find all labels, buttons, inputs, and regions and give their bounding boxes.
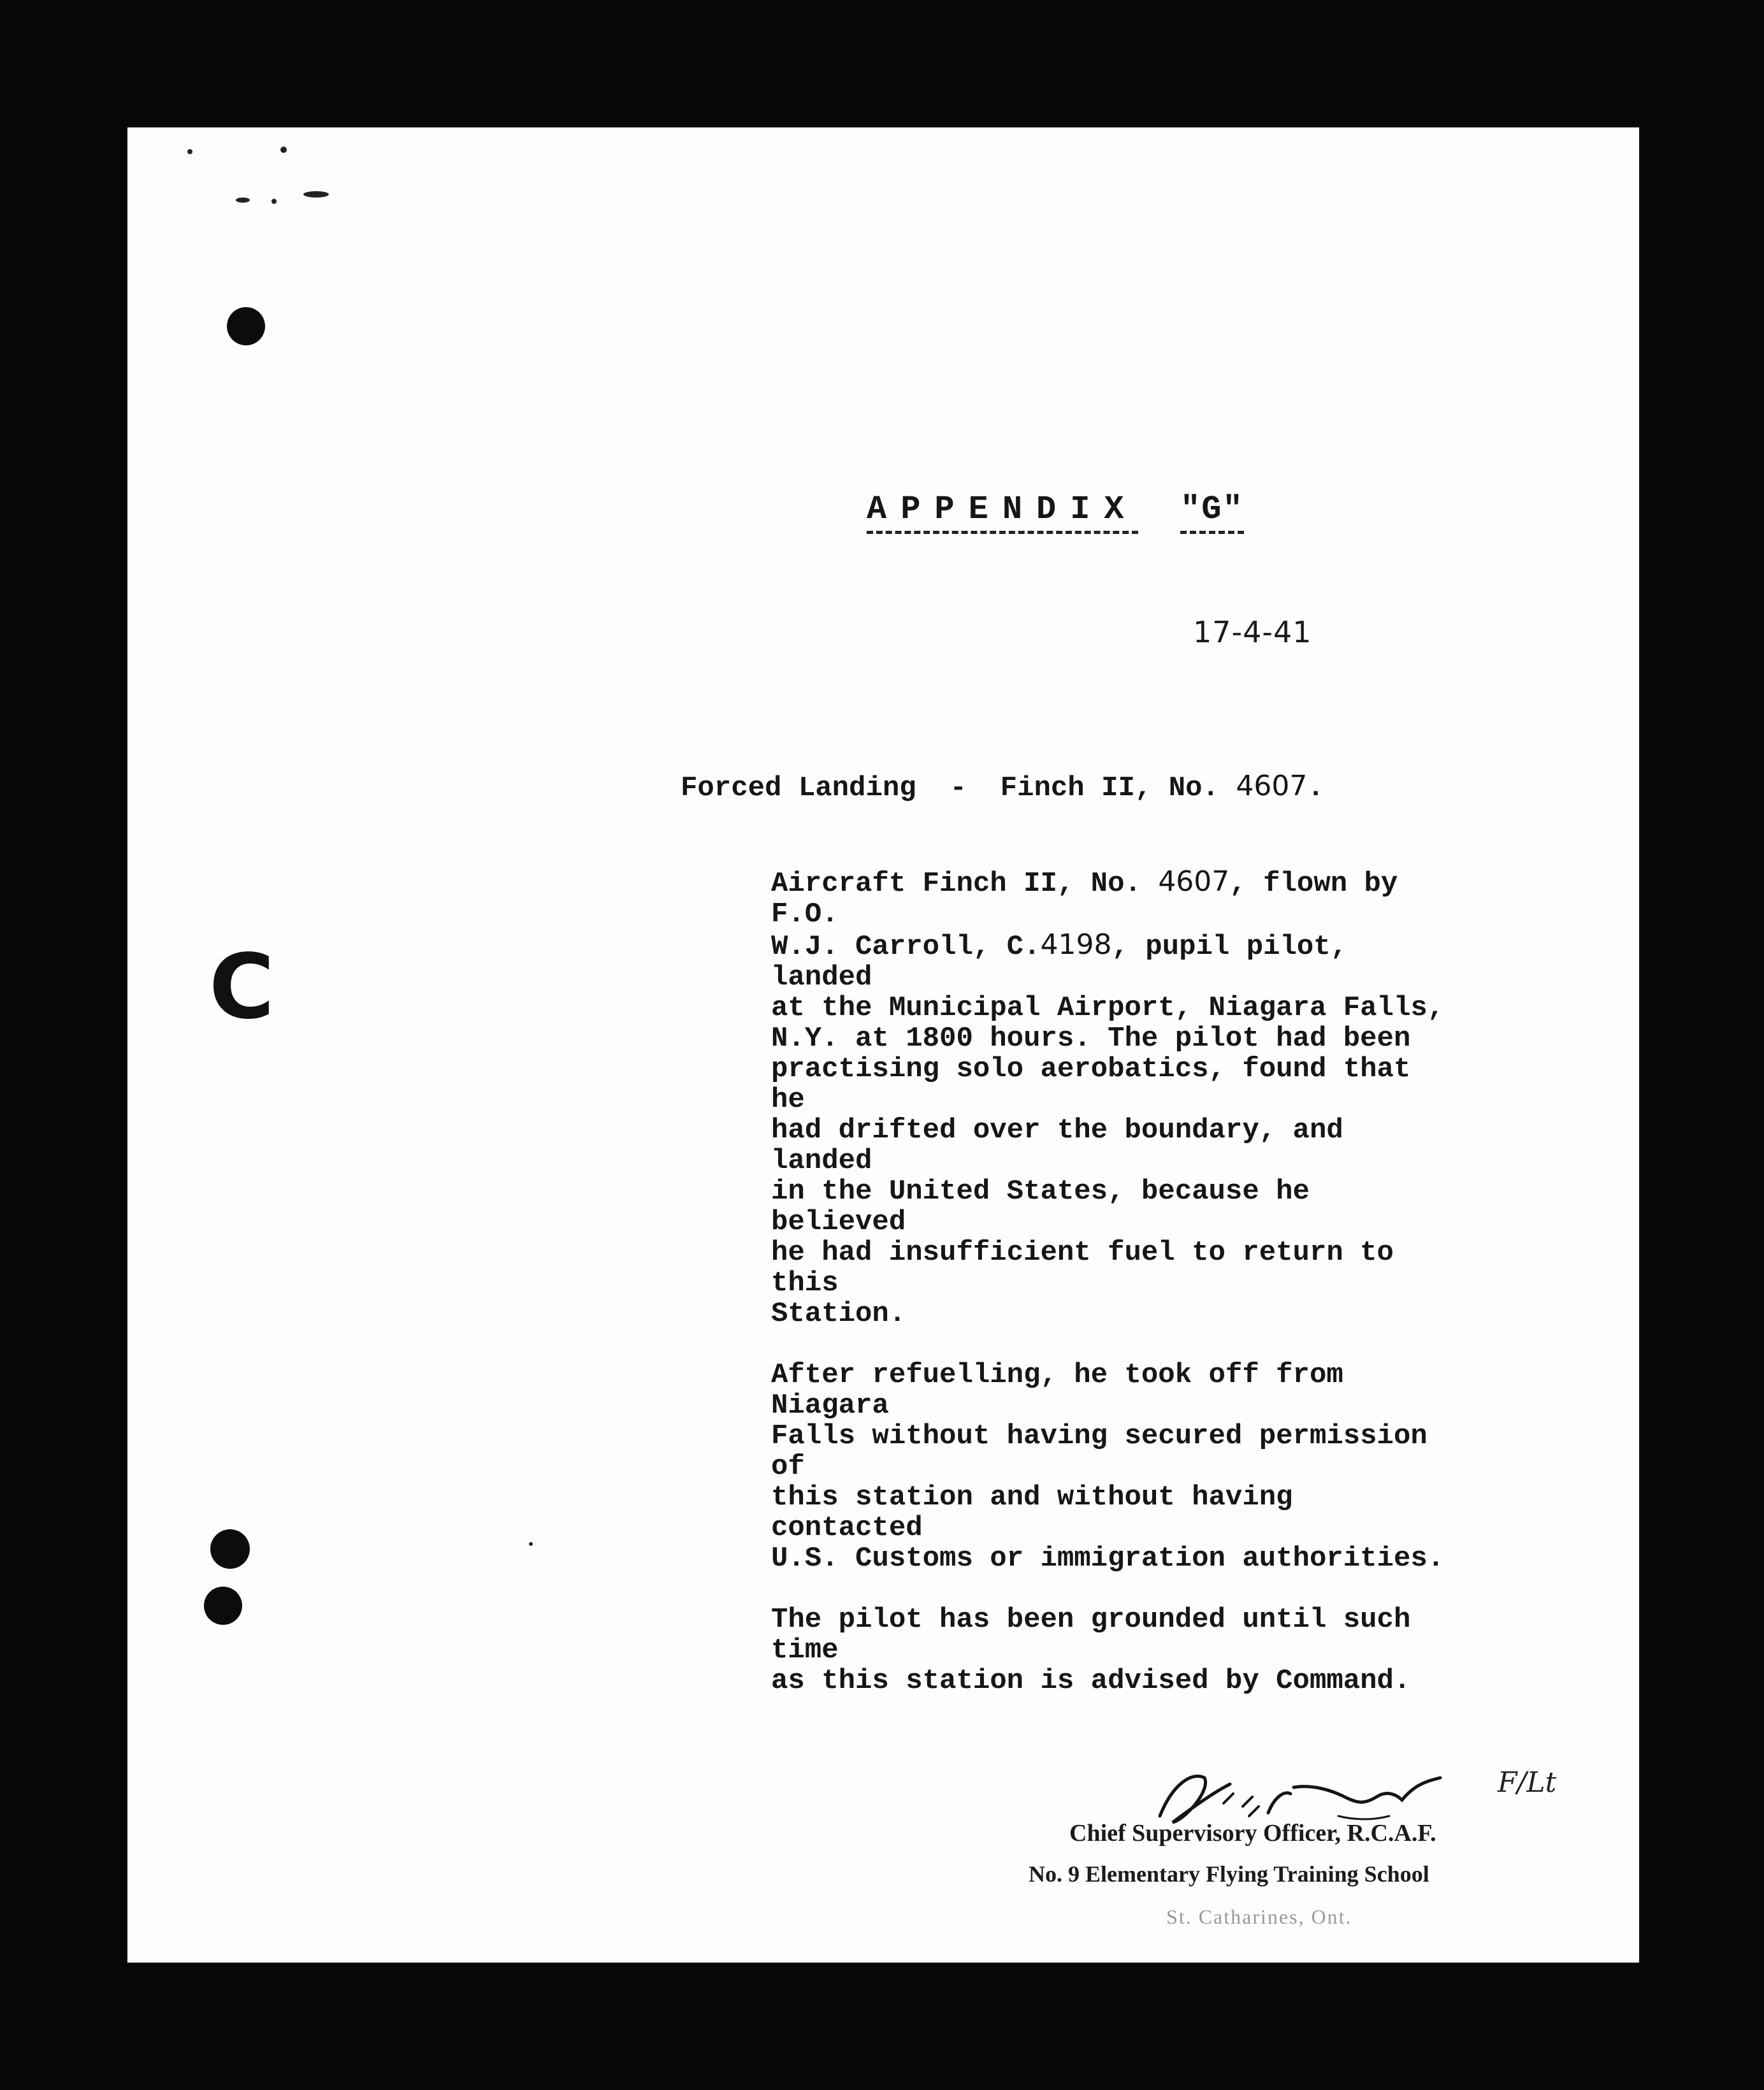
- speck-mark: [280, 147, 287, 153]
- stamp-officer-title: Chief Supervisory Officer, R.C.A.F.: [1069, 1820, 1436, 1847]
- stamp-school-name: No. 9 Elementary Flying Training School: [1029, 1861, 1429, 1887]
- document-page: [127, 127, 1639, 1963]
- punch-hole-top: [227, 307, 265, 345]
- report-body: [771, 867, 1447, 1727]
- margin-handwritten-mark: C: [209, 935, 275, 1039]
- speck-mark: [187, 149, 192, 154]
- speck-mark: [236, 198, 250, 203]
- p1-line2-a: W.J. Carroll, C.: [771, 931, 1041, 963]
- subject-prefix: Forced Landing - Finch II, No.: [681, 772, 1236, 804]
- appendix-tag: "G": [1180, 491, 1244, 534]
- punch-hole-lower-1: [210, 1529, 250, 1569]
- document-date: 17-4-41: [1193, 615, 1312, 649]
- paragraph-incident: [771, 867, 1447, 1329]
- speck-mark: [303, 191, 329, 198]
- p1-line1-b: , flown by F.O.: [771, 868, 1398, 930]
- subject-aircraft-number: 4607: [1236, 770, 1308, 802]
- p1-service-number: 4198: [1040, 928, 1112, 961]
- punch-hole-lower-2: [204, 1587, 242, 1625]
- signature-rank: F/Lt: [1498, 1766, 1557, 1799]
- paragraph-refuelling: After refuelling, he took off from Niagara Falls without having secured permission of this station and without having contacted U.S. Customs or immigration authorities.: [771, 1359, 1445, 1575]
- speck-mark: [271, 199, 277, 204]
- appendix-word: APPENDIX: [867, 491, 1138, 534]
- paragraph-grounded: The pilot has been grounded until such time as this station is advised by Command.: [771, 1604, 1411, 1697]
- p1-rest: at the Municipal Airport, Niagara Falls, N.Y. at 1800 hours. The pilot had been practising solo aerobatics, found that he had drifted over the boundary, and landed in the United States, because he believed he had insufficient fuel to return to this Station.: [771, 992, 1445, 1330]
- speck-mark: [529, 1542, 533, 1546]
- subject-line: [681, 770, 1324, 804]
- appendix-heading: [867, 491, 1244, 528]
- p1-line1-a: Aircraft Finch II, No.: [771, 868, 1159, 900]
- p1-line2-b: , pupil pilot, landed: [771, 931, 1348, 993]
- stamp-location: St. Catharines, Ont.: [1166, 1905, 1352, 1928]
- subject-suffix: .: [1307, 772, 1324, 804]
- p1-aircraft-number: 4607: [1158, 865, 1230, 898]
